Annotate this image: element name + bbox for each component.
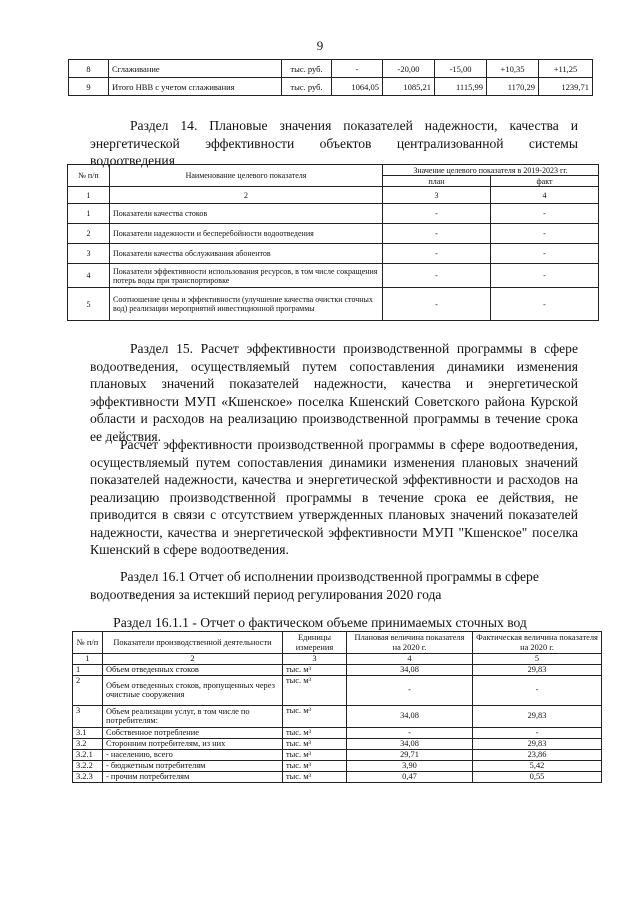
table-row — [73, 749, 602, 760]
row-value: 1064,05 — [332, 78, 383, 96]
row-fact: - — [491, 288, 599, 321]
row-plan: 29,71 — [347, 749, 473, 760]
row-num: 3.2.3 — [73, 771, 103, 782]
row-fact: 29,83 — [473, 705, 602, 727]
row-num: 3.2.2 — [73, 760, 103, 771]
row-num: 4 — [68, 264, 110, 288]
section15-paragraph-1: Раздел 15. Расчет эффективности производственной программы в сфере водоотведения, осуществляемый путем сопоставления динамики изменения плановых значений показателей надежности, качества и энергетической эффективности МУП «Кшенское» поселка Кшенский Советского района Курской области и расходов на реализацию производственной программы в течение срока ее действия. — [90, 341, 578, 444]
row-num: 1 — [68, 204, 110, 224]
header-fact: Фактическая величина показателя на 2020 г. — [473, 632, 602, 654]
row-name: Объем отведенных стоков — [103, 664, 283, 675]
row-num: 8 — [69, 60, 109, 78]
section14-title: Раздел 14. Плановые значения показателей надежности, качества и энергетической эффективности объектов централизованной системы водоотведения — [90, 118, 578, 168]
row-plan: 3,90 — [347, 760, 473, 771]
row-name: Показатели качества стоков — [110, 204, 383, 224]
header-fact: факт — [491, 176, 599, 187]
row-fact: 5,42 — [473, 760, 602, 771]
indicators-table — [67, 164, 599, 321]
row-name: Собственное потребление — [103, 727, 283, 738]
row-num: 9 — [69, 78, 109, 96]
header-name: Наименование целевого показателя — [110, 165, 383, 187]
header-name: Показатели производственной деятельности — [103, 632, 283, 654]
index-cell: 4 — [491, 187, 599, 204]
row-unit: тыс. м³ — [283, 664, 347, 675]
row-unit: тыс. м³ — [283, 760, 347, 771]
table-row — [69, 60, 593, 78]
index-cell: 4 — [347, 654, 473, 665]
table-row — [68, 264, 599, 288]
row-plan: 34,08 — [347, 738, 473, 749]
row-value: -20,00 — [383, 60, 435, 78]
table-row — [73, 664, 602, 675]
row-num: 5 — [68, 288, 110, 321]
row-value: 1085,21 — [383, 78, 435, 96]
row-name: - прочим потребителям — [103, 771, 283, 782]
row-unit: тыс. м³ — [283, 675, 347, 705]
section16-title: Раздел 16.1 Отчет об исполнении производственной программы в сфере водоотведения за истекший период регулирования 2020 года — [90, 569, 539, 602]
index-cell: 1 — [68, 187, 110, 204]
nvv-table — [68, 59, 593, 96]
row-name: Сторонним потребителям, из них — [103, 738, 283, 749]
table-row — [69, 78, 593, 96]
row-num: 1 — [73, 664, 103, 675]
row-value: - — [332, 60, 383, 78]
row-plan: - — [383, 244, 491, 264]
row-unit: тыс. м³ — [283, 738, 347, 749]
header-num: № п/п — [73, 632, 103, 654]
row-unit: тыс. м³ — [283, 727, 347, 738]
row-name: Объем отведенных стоков, пропущенных через очистные сооружения — [103, 675, 283, 705]
row-fact: - — [473, 675, 602, 705]
row-name: Объем реализации услуг, в том числе по потребителям: — [103, 705, 283, 727]
row-value: -15,00 — [435, 60, 487, 78]
row-plan: 0,47 — [347, 771, 473, 782]
row-fact: 23,86 — [473, 749, 602, 760]
header-plan: Плановая величина показателя на 2020 г. — [347, 632, 473, 654]
row-value: 1170,29 — [487, 78, 539, 96]
index-cell: 3 — [383, 187, 491, 204]
table-row — [73, 675, 602, 705]
index-cell: 2 — [110, 187, 383, 204]
row-name: Соотношение цены и эффективности (улучшение качества очистки сточных вод) реализации мероприятий инвестиционной программы — [110, 288, 383, 321]
row-name: Показатели эффективности использования ресурсов, в том числе сокращения потерь воды при транспортировке — [110, 264, 383, 288]
row-num: 2 — [73, 675, 103, 705]
row-unit: тыс. м³ — [283, 749, 347, 760]
row-fact: - — [491, 204, 599, 224]
index-cell: 5 — [473, 654, 602, 665]
row-plan: - — [383, 224, 491, 244]
table-row — [68, 244, 599, 264]
row-name: Показатели качества обслуживания абонентов — [110, 244, 383, 264]
row-unit: тыс. руб. — [282, 60, 332, 78]
table-row — [73, 727, 602, 738]
row-unit: тыс. руб. — [282, 78, 332, 96]
page-number: 9 — [316, 38, 324, 53]
row-plan: - — [347, 675, 473, 705]
table-row — [73, 771, 602, 782]
table-row — [73, 738, 602, 749]
row-plan: - — [347, 727, 473, 738]
row-plan: 34,08 — [347, 664, 473, 675]
row-value: 1115,99 — [435, 78, 487, 96]
table-row — [68, 224, 599, 244]
header-unit: Единицы измерения — [283, 632, 347, 654]
row-name: - населению, всего — [103, 749, 283, 760]
row-fact: - — [491, 244, 599, 264]
table-row — [68, 288, 599, 321]
table-row — [73, 705, 602, 727]
row-plan: 34,08 — [347, 705, 473, 727]
index-cell: 2 — [103, 654, 283, 665]
wastewater-volume-table — [72, 631, 602, 783]
row-num: 3.2.1 — [73, 749, 103, 760]
header-values: Значение целевого показателя в 2019-2023 гг. — [383, 165, 599, 176]
header-num: № п/п — [68, 165, 110, 187]
row-num: 3.1 — [73, 727, 103, 738]
header-plan: план — [383, 176, 491, 187]
row-name: Показатели надежности и бесперебойности водоотведения — [110, 224, 383, 244]
row-unit: тыс. м³ — [283, 771, 347, 782]
table-row — [68, 204, 599, 224]
row-value: +10,35 — [487, 60, 539, 78]
table-row — [73, 760, 602, 771]
index-cell: 1 — [73, 654, 103, 665]
row-fact: - — [473, 727, 602, 738]
row-fact: 29,83 — [473, 738, 602, 749]
row-unit: тыс. м³ — [283, 705, 347, 727]
section15-paragraph-2: Расчет эффективности производственной программы в сфере водоотведения, осуществляемый путем сопоставления динамики изменения плановых значений показателей надежности, качества и энергетической эффективности и расходов на реализацию производственной программы в течение срока ее действия, не приводится в связи с отсутствием утвержденных плановых значений показателей надежности, качества и энергетической эффективности МУП "Кшенское" поселка Кшенский в сфере водоотведения. — [90, 437, 578, 557]
row-value: 1239,71 — [539, 78, 593, 96]
row-fact: - — [491, 224, 599, 244]
row-name: Сглаживание — [109, 60, 282, 78]
index-row — [68, 187, 599, 204]
row-num: 3.2 — [73, 738, 103, 749]
row-num: 3 — [73, 705, 103, 727]
row-name: Итого НВВ с учетом сглаживания — [109, 78, 282, 96]
row-fact: - — [491, 264, 599, 288]
row-plan: - — [383, 204, 491, 224]
row-plan: - — [383, 288, 491, 321]
row-num: 3 — [68, 244, 110, 264]
row-name: - бюджетным потребителям — [103, 760, 283, 771]
row-num: 2 — [68, 224, 110, 244]
row-fact: 29,83 — [473, 664, 602, 675]
index-cell: 3 — [283, 654, 347, 665]
row-fact: 0,55 — [473, 771, 602, 782]
index-row — [73, 654, 602, 665]
row-value: +11,25 — [539, 60, 593, 78]
row-plan: - — [383, 264, 491, 288]
section16-subtitle: Раздел 16.1.1 - Отчет о фактическом объеме принимаемых сточных вод — [113, 615, 527, 630]
